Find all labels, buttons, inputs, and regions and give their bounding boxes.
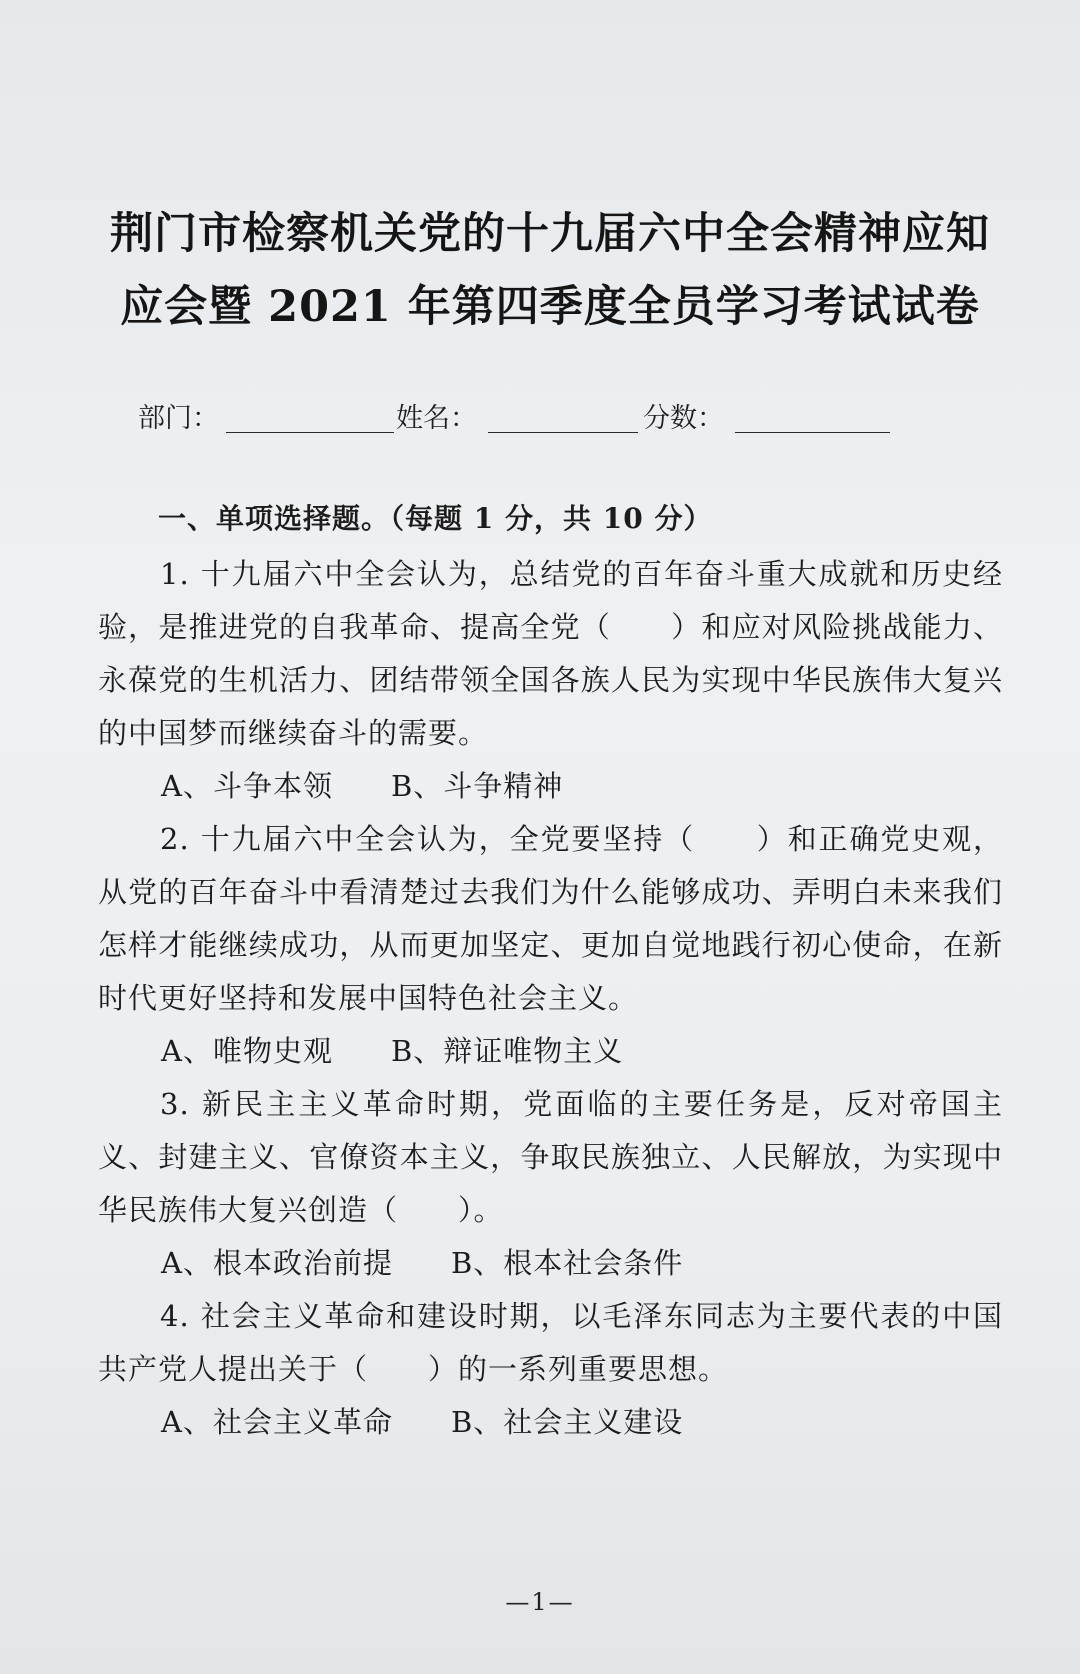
exam-content: [98, 492, 1003, 1449]
option-a: A、社会主义革命: [161, 1405, 393, 1439]
option-a: A、根本政治前提: [161, 1246, 393, 1280]
question-4: [98, 1290, 1003, 1449]
question-text: 3. 新民主主义革命时期，党面临的主要任务是，反对帝国主义、封建主义、官僚资本主义，争取民族独立、人民解放，为实现中华民族伟大复兴创造（ ）。: [98, 1087, 1003, 1227]
question-2: [98, 813, 1003, 1078]
score-label: 分数：: [643, 403, 724, 434]
question-text: 2. 十九届六中全会认为，全党要坚持（ ）和正确党史观，从党的百年奋斗中看清楚过去我们为什么能够成功、弄明白未来我们怎样才能继续成功，从而更加坚定、更加自觉地践行初心使命，在新时代更好坚持和发展中国特色社会主义。: [98, 822, 1003, 1015]
department-blank-line: [226, 432, 394, 433]
option-a: A、斗争本领: [161, 769, 333, 803]
question-options: [98, 1237, 1003, 1290]
option-b: B、社会主义建设: [450, 1405, 684, 1439]
option-b: B、辩证唯物主义: [390, 1034, 624, 1068]
question-text: 4. 社会主义革命和建设时期，以毛泽东同志为主要代表的中国共产党人提出关于（ ）的一系列重要思想。: [98, 1299, 1003, 1386]
name-blank-line: [488, 432, 638, 433]
option-b: B、斗争精神: [390, 769, 564, 803]
title-line-2: 应会暨 2021 年第四季度全员学习考试试卷: [120, 282, 980, 332]
score-blank-line: [735, 432, 890, 433]
question-1: [98, 548, 1003, 813]
question-options: [98, 1025, 1003, 1078]
option-a: A、唯物史观: [161, 1034, 333, 1068]
option-b: B、根本社会条件: [450, 1246, 684, 1280]
name-label: 姓名：: [396, 403, 477, 434]
question-3: [98, 1078, 1003, 1290]
section-heading: 一、单项选择题。（每题 1 分，共 10 分）: [158, 502, 713, 535]
question-text: 1. 十九届六中全会认为，总结党的百年奋斗重大成就和历史经验，是推进党的自我革命、提高全党（ ）和应对风险挑战能力、永葆党的生机活力、团结带领全国各族人民为实现中华民族伟大复兴的中国梦而继续奋斗的需要。: [98, 557, 1003, 750]
question-options: [98, 1396, 1003, 1449]
page-number: —1—: [505, 1588, 575, 1616]
department-label: 部门：: [138, 403, 219, 434]
question-options: [98, 760, 1003, 813]
exam-title: [80, 198, 1020, 344]
student-info-row: [138, 396, 958, 442]
title-line-1: 荆门市检察机关党的十九届六中全会精神应知: [110, 209, 990, 259]
